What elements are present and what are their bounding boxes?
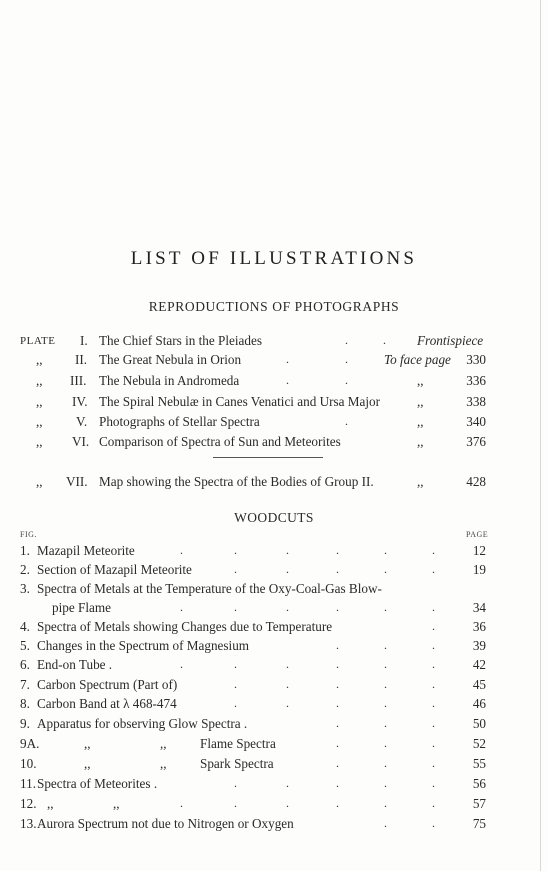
leader-dot: . [432,716,435,730]
figure-title: pipe Flame [52,600,111,615]
figure-row [0,816,548,834]
leader-dot: . [384,736,387,750]
leader-dot: . [384,562,387,576]
photographs-heading: REPRODUCTIONS OF PHOTOGRAPHS [148,299,400,314]
leader-dot: . [180,657,183,671]
leader-dot: . [336,756,339,770]
page-column-header: PAGE [466,530,489,539]
ditto-mark: ,, [417,394,424,409]
ditto-mark: ,, [160,736,167,751]
figure-row [0,736,548,754]
figure-row [0,716,548,734]
ditto-mark: ,, [36,414,43,429]
figure-title: Spectra of Metals at the Temperature of the Oxy-Coal-Gas Blow- [37,581,382,596]
figure-number: 9A. [20,736,40,751]
ditto-mark: ,, [417,474,424,489]
ditto-mark: ,, [417,373,424,388]
plate-row [0,352,548,370]
ditto-mark: ,, [36,434,43,449]
figure-number: 1. [20,543,30,558]
figure-number: 5. [20,638,30,653]
figure-number: 12. [20,796,37,811]
leader-dot: . [234,657,237,671]
figure-number: 6. [20,657,30,672]
figure-number: 13. [20,816,37,831]
figure-row [0,796,548,814]
leader-dot: . [286,776,289,790]
ditto-mark: ,, [84,736,91,751]
leader-dot: . [432,619,435,633]
leader-dot: . [384,756,387,770]
ditto-mark: ,, [84,756,91,771]
leader-dot: . [432,562,435,576]
figure-row-continuation [0,600,548,618]
figure-title: Changes in the Spectrum of Magnesium [37,638,250,653]
figure-number: 11. [20,776,36,791]
figure-page: 34 [472,600,486,615]
figure-number: 7. [20,677,30,692]
ditto-mark: ,, [36,373,43,388]
leader-dot: . [336,638,339,652]
leader-dot: . [432,638,435,652]
leader-dot: . [180,543,183,557]
figure-title: Aurora Spectrum not due to Nitrogen or Oxygen [37,816,294,831]
leader-dot: . [432,677,435,691]
figure-page: 75 [472,816,486,831]
leader-dot: . [384,776,387,790]
leader-dot: . [432,736,435,750]
leader-dot: . [180,600,183,614]
ditto-mark: ,, [160,756,167,771]
leader-dot: . [336,657,339,671]
fig-column-header: FIG. [20,530,37,539]
plate-number: I. [80,333,88,348]
leader-dot: . [336,600,339,614]
figure-number: 10. [20,756,37,771]
leader-dot: . [234,696,237,710]
plate-row [0,373,548,391]
plate-number: VI. [72,434,90,449]
figure-page: 19 [472,562,486,577]
plate-page: 428 [466,474,486,489]
figure-row [0,543,548,561]
figure-page: 52 [472,736,486,751]
leader-dot: . [432,657,435,671]
leader-dot: . [234,796,237,810]
plate-title: The Great Nebula in Orion [99,352,242,367]
plate-page: 338 [466,394,486,409]
page-title: LIST OF ILLUSTRATIONS [130,248,418,269]
leader-dot: . [286,352,289,366]
figure-title: Section of Mazapil Meteorite [37,562,192,577]
figure-row [0,696,548,714]
leader-dot: . [180,796,183,810]
leader-dot: . [336,543,339,557]
plate-title: Map showing the Spectra of the Bodies of Group II. [99,474,374,489]
leader-dot: . [234,562,237,576]
figure-row [0,619,548,637]
leader-dot: . [336,562,339,576]
leader-dot: . [234,600,237,614]
leader-dot: . [336,796,339,810]
figure-number: 2. [20,562,30,577]
leader-dot: . [384,816,387,830]
figure-page: 12 [472,543,486,558]
leader-dot: . [336,776,339,790]
plate-title: The Spiral Nebulæ in Canes Venatici and Ursa Major [99,394,381,409]
figure-page: 45 [472,677,486,692]
leader-dot: . [432,600,435,614]
plate-number: V. [76,414,88,429]
ditto-mark: ,, [36,474,43,489]
plate-title: The Chief Stars in the Pleiades [99,333,262,348]
plate-page-label: To face page [384,352,451,367]
figure-page: 36 [472,619,486,634]
figure-row [0,657,548,675]
figure-row [0,638,548,656]
ditto-mark: ,, [417,434,424,449]
leader-dot: . [345,333,348,347]
plate-title: Photographs of Stellar Spectra [99,414,260,429]
figure-number: 8. [20,696,30,711]
ditto-mark: ,, [36,352,43,367]
figure-title: End-on Tube . [37,657,113,672]
leader-dot: . [336,696,339,710]
ditto-mark: ,, [113,796,120,811]
plate-page: 376 [466,434,486,449]
figure-title: Spectra of Metals showing Changes due to Temperature [37,619,333,634]
leader-dot: . [286,677,289,691]
leader-dot: . [383,333,386,347]
plate-number: IV. [72,394,88,409]
leader-dot: . [286,373,289,387]
plate-title: The Nebula in Andromeda [99,373,240,388]
figure-title: Apparatus for observing Glow Spectra . [37,716,248,731]
plate-row [0,414,548,432]
leader-dot: . [432,796,435,810]
figure-row [0,562,548,580]
plate-page: 340 [466,414,486,429]
figure-number: 3. [20,581,30,596]
figure-title: Carbon Band at λ 468-474 [37,696,177,711]
leader-dot: . [384,716,387,730]
leader-dot: . [384,638,387,652]
plate-page: 330 [466,352,486,367]
figure-page: 56 [472,776,486,791]
figure-row [0,677,548,695]
leader-dot: . [432,696,435,710]
leader-dot: . [384,696,387,710]
plate-row [0,474,548,492]
figure-page: 50 [472,716,486,731]
figure-row [0,756,548,774]
leader-dot: . [345,414,348,428]
plate-number: VII. [66,474,88,489]
figure-page: 57 [472,796,486,811]
figure-number: 9. [20,716,30,731]
leader-dot: . [345,373,348,387]
leader-dot: . [336,677,339,691]
figure-title: Mazapil Meteorite [37,543,135,558]
figure-page: 46 [472,696,486,711]
leader-dot: . [286,543,289,557]
figure-title: Carbon Spectrum (Part of) [37,677,178,692]
figure-title: Flame Spectra [200,736,276,751]
leader-dot: . [234,776,237,790]
plate-number: III. [70,373,87,388]
leader-dot: . [286,600,289,614]
leader-dot: . [336,736,339,750]
figure-page: 42 [472,657,486,672]
figure-row [0,776,548,794]
leader-dot: . [384,600,387,614]
plate-row [0,333,548,351]
leader-dot: . [286,796,289,810]
leader-dot: . [234,677,237,691]
plate-page-label: Frontispiece [417,333,484,348]
leader-dot: . [432,756,435,770]
figure-page: 39 [472,638,486,653]
leader-dot: . [345,352,348,366]
leader-dot: . [432,543,435,557]
leader-dot: . [432,776,435,790]
leader-dot: . [432,816,435,830]
ditto-mark: ,, [417,414,424,429]
plate-row [0,434,548,452]
plate-number: II. [75,352,88,367]
leader-dot: . [384,657,387,671]
figure-page: 55 [472,756,486,771]
ditto-mark: ,, [47,796,54,811]
ditto-mark: ,, [36,394,43,409]
plate-row [0,394,548,412]
plate-page: 336 [466,373,486,388]
plate-title: Comparison of Spectra of Sun and Meteorites [99,434,341,449]
figure-number: 4. [20,619,30,634]
leader-dot: . [286,696,289,710]
leader-dot: . [234,543,237,557]
leader-dot: . [384,543,387,557]
leader-dot: . [384,677,387,691]
woodcuts-heading: WOODCUTS [234,510,314,525]
figure-title: Spectra of Meteorites . [37,776,158,791]
leader-dot: . [286,562,289,576]
leader-dot: . [384,796,387,810]
plate-label: PLATE [20,335,56,347]
leader-dot: . [336,716,339,730]
section-divider [213,457,323,458]
leader-dot: . [286,657,289,671]
figure-title: Spark Spectra [200,756,274,771]
figure-row [0,581,548,599]
